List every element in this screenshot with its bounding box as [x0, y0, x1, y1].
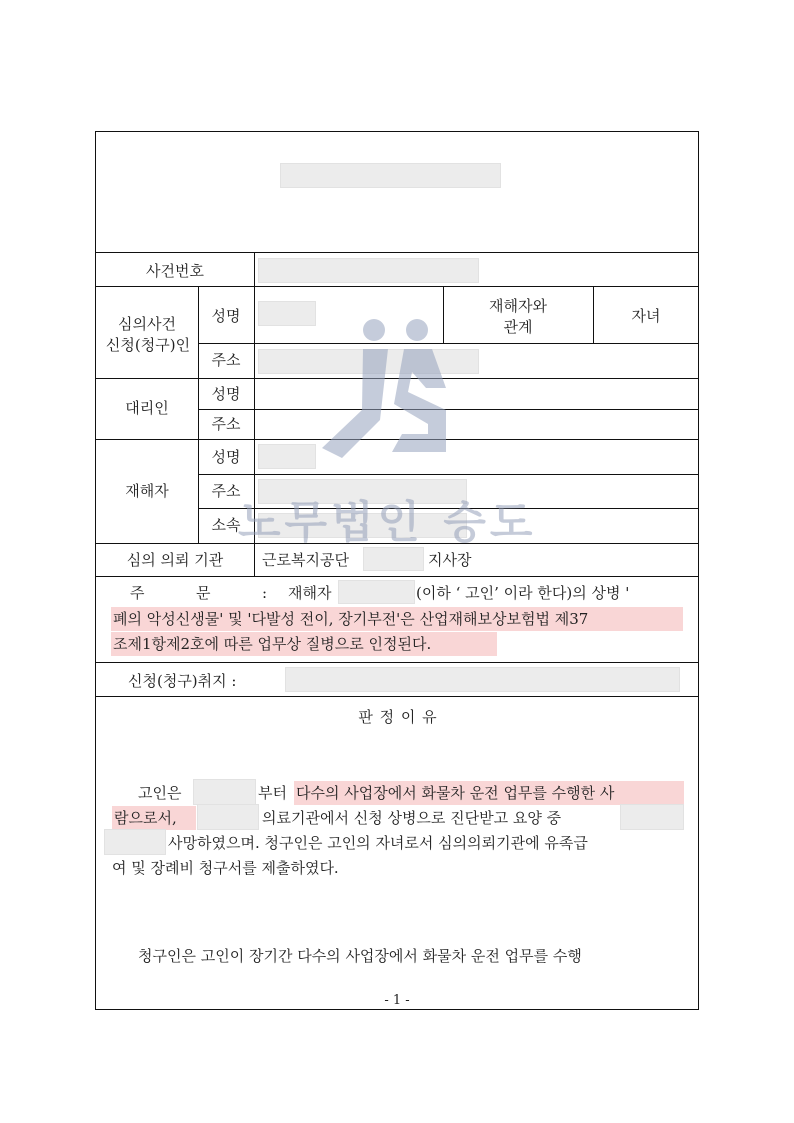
applicant-address-label: 주소: [211, 351, 241, 369]
relation-label-2: 관계: [503, 318, 533, 336]
order-label-1: 주: [130, 584, 145, 602]
row-divider: [198, 474, 698, 475]
victim-name-label: 성명: [211, 448, 241, 466]
victim-address-label: 주소: [211, 482, 241, 500]
reason-p1-g: 여 및 장례비 청구서를 제출하였다.: [112, 859, 339, 877]
order-line2: 폐의 악성신생물' 및 '다발성 전이, 장기부전'은 산업재해보상보험법 제37: [111, 607, 683, 631]
row-divider: [96, 286, 698, 287]
row-divider: [96, 378, 698, 379]
date-redaction: [193, 779, 256, 805]
date-redaction-3: [104, 829, 166, 855]
case-number-label: 사건번호: [146, 262, 204, 280]
institution-name-redaction: [197, 804, 259, 830]
purpose-redaction: [285, 667, 680, 692]
reason-p1-c: 다수의 사업장에서 화물차 운전 업무를 수행한 사: [294, 781, 684, 805]
date-redaction-2: [620, 804, 684, 830]
purpose-label: 신청(청구)취지 :: [128, 672, 237, 690]
row-divider: [96, 252, 698, 253]
page-number: - 1 -: [384, 993, 410, 1008]
row-divider: [96, 696, 698, 697]
relation-label: 재해자와: [489, 297, 547, 315]
row-divider: [198, 409, 698, 410]
institution-label: 심의 의뢰 기관: [126, 551, 224, 569]
row-divider: [96, 662, 698, 663]
institution-prefix: 근로복지공단: [262, 551, 349, 569]
watermark-text: 노무법인 승도: [238, 497, 537, 548]
reason-p1-a: 고인은: [138, 784, 182, 802]
agent-label: 대리인: [125, 399, 169, 417]
victim-label: 재해자: [125, 482, 169, 500]
row-divider: [96, 576, 698, 577]
institution-redaction: [363, 547, 424, 571]
case-number-redaction: [258, 258, 479, 283]
row-divider: [96, 439, 698, 440]
victim-name-in-order-redaction: [338, 580, 415, 604]
applicant-address-redaction: [258, 349, 479, 374]
order-colon: :: [262, 584, 268, 602]
reason-p1-d: 람으로서,: [112, 806, 196, 830]
agent-name-label: 성명: [211, 385, 241, 403]
order-line3: 조제1항제2호에 따른 업무상 질병으로 인정된다.: [111, 632, 497, 656]
applicant-label-2: 신청(청구)인: [105, 336, 191, 354]
victim-affiliation-label: 소속: [211, 516, 241, 534]
applicant-name-redaction: [258, 301, 316, 326]
reason-title: 판 정 이 유: [358, 708, 438, 726]
order-line1-b: (이하 ‘ 고인’ 이라 한다)의 상병 ': [416, 584, 630, 602]
institution-suffix: 지사장: [428, 551, 472, 569]
agent-address-label: 주소: [211, 415, 241, 433]
reason-p1-f: 사망하였으며. 청구인은 고인의 자녀로서 심의의뢰기관에 유족급: [168, 834, 588, 852]
reason-p1-b: 부터: [258, 784, 287, 802]
order-line1-a: 재해자: [288, 584, 332, 602]
reason-p2: 청구인은 고인이 장기간 다수의 사업장에서 화물차 운전 업무를 수행: [138, 947, 582, 965]
victim-name-redaction: [258, 444, 316, 469]
reason-p1-e: 의료기관에서 신청 상병으로 진단받고 요양 중: [262, 809, 562, 827]
applicant-label: 심의사건: [118, 315, 176, 333]
relation-value: 자녀: [631, 307, 661, 325]
row-divider: [198, 343, 698, 344]
applicant-name-label: 성명: [211, 307, 241, 325]
order-label-2: 문: [196, 584, 211, 602]
title-redaction: [280, 163, 501, 188]
